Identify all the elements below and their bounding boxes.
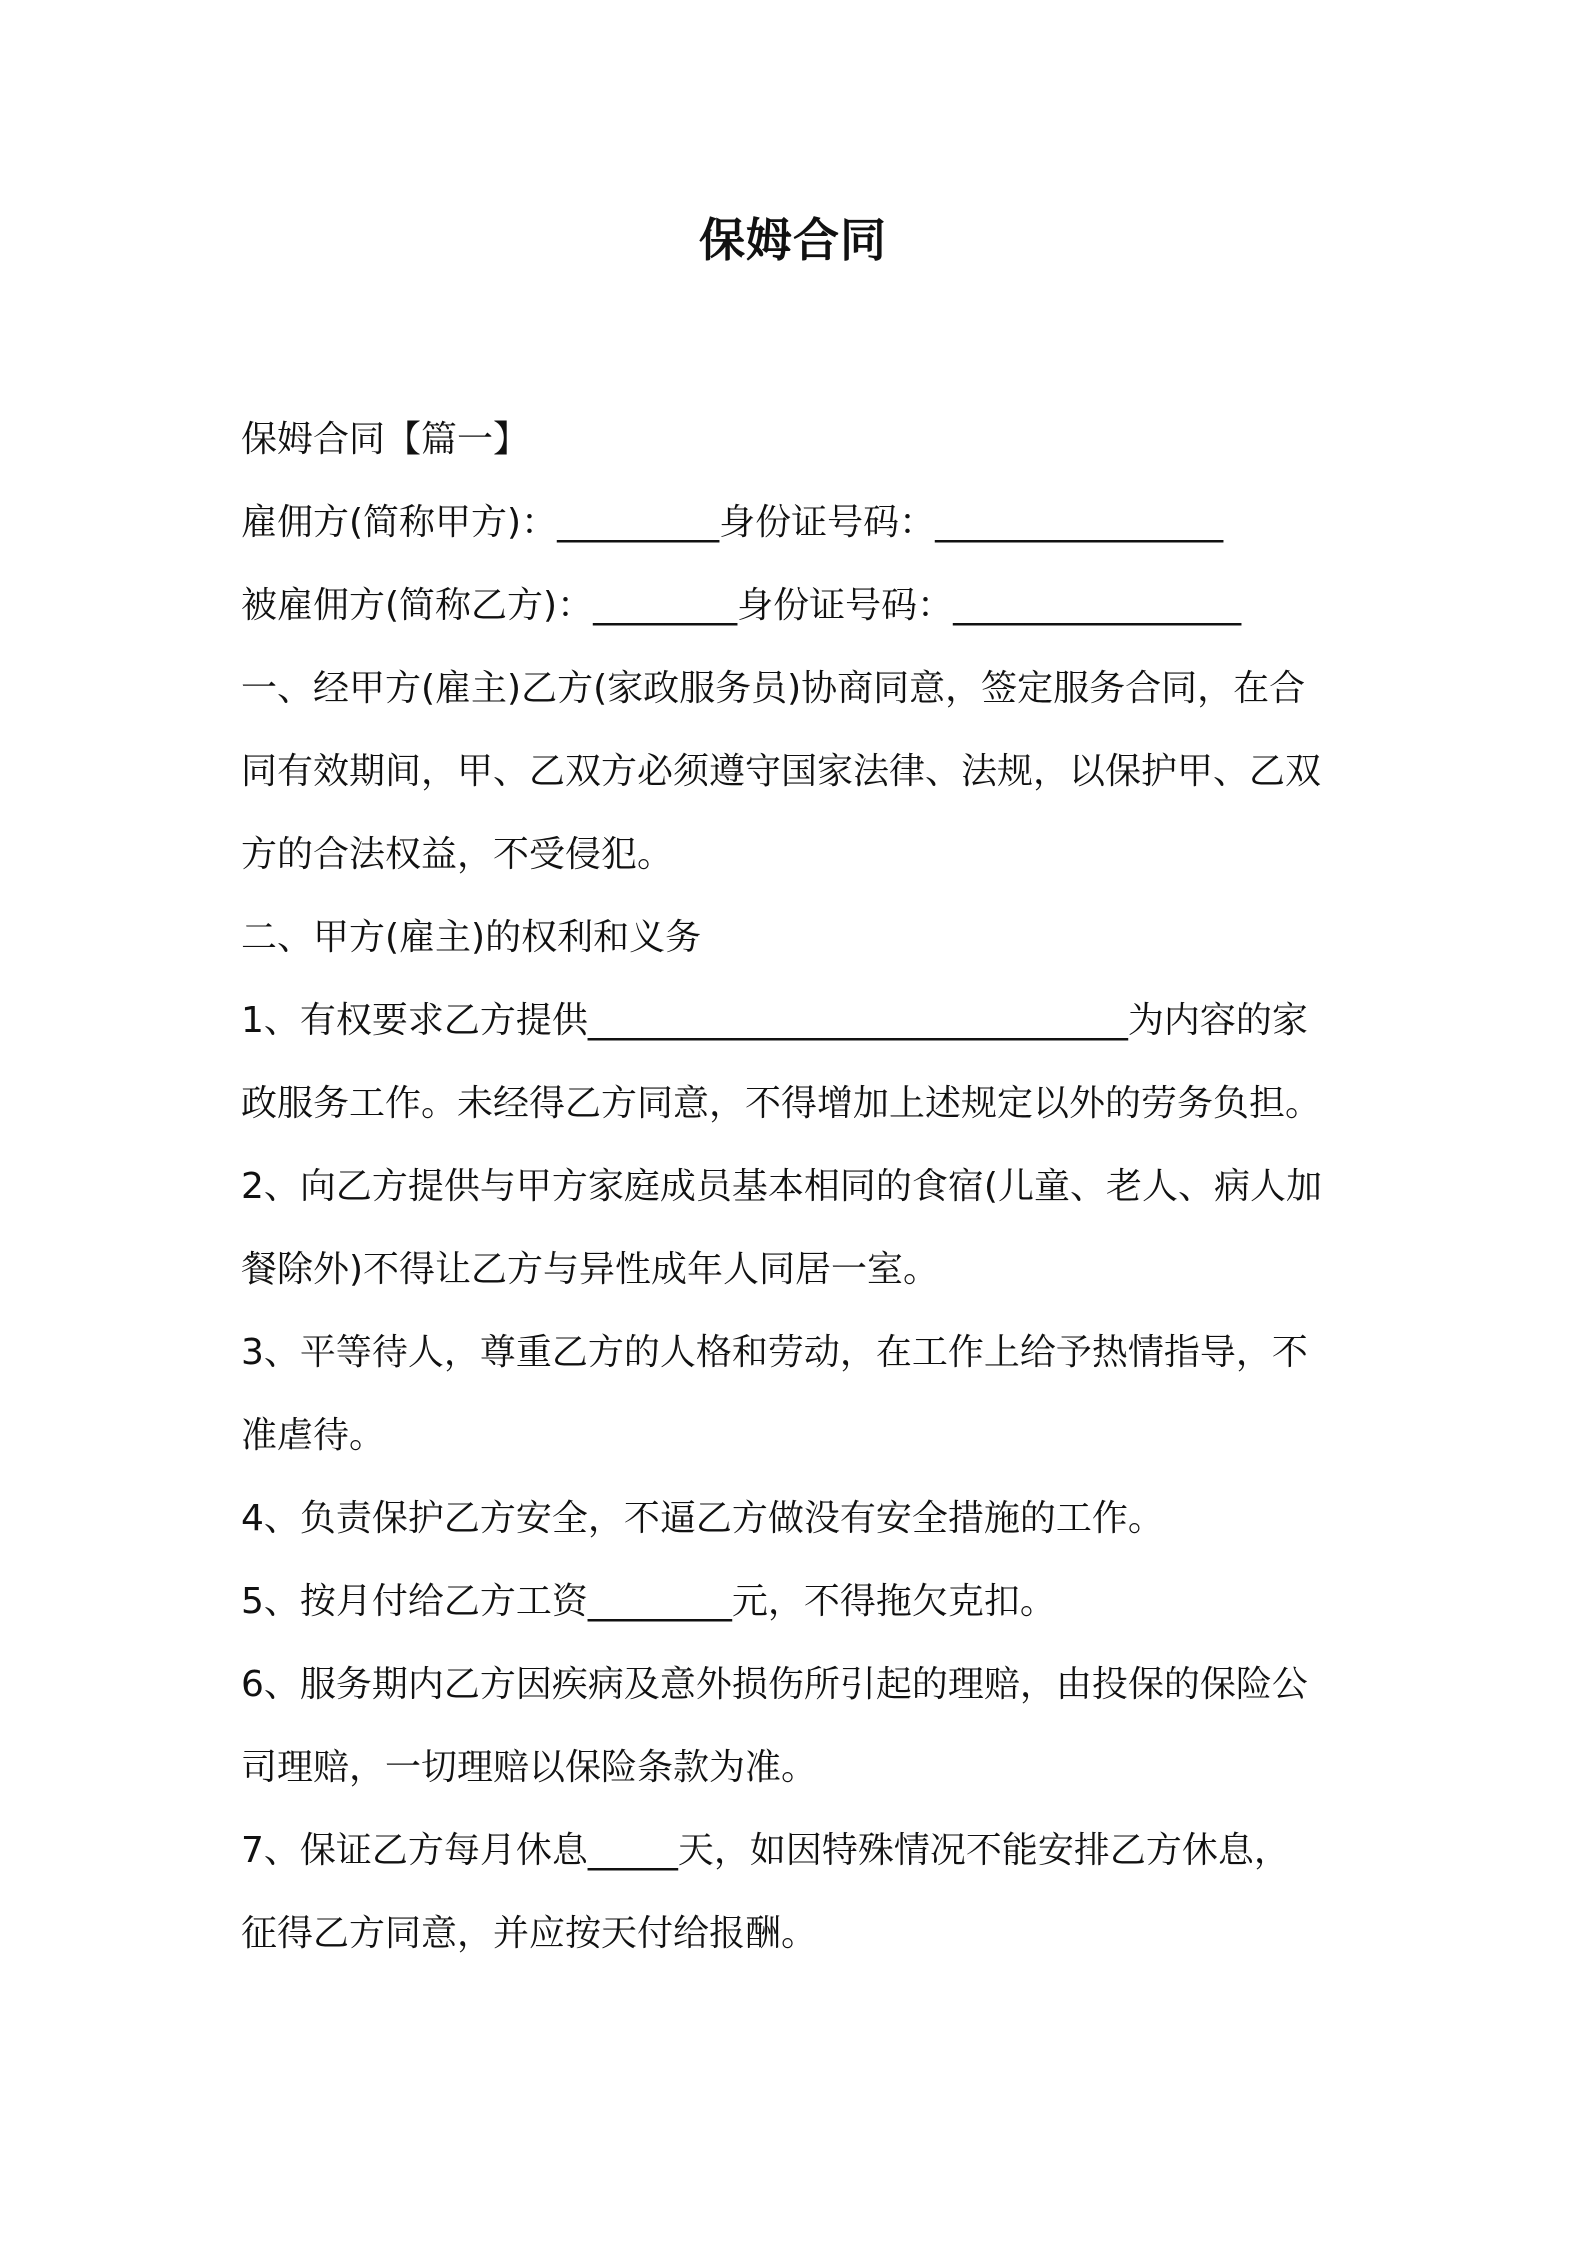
paragraph-line: 一、经甲方(雇主)乙方(家政服务员)协商同意，签定服务合同，在合 — [241, 668, 1306, 709]
paragraph-line: 1、有权要求乙方提供______________________________为内容的家 — [241, 1000, 1308, 1041]
paragraph-line: 司理赔，一切理赔以保险条款为准。 — [241, 1747, 818, 1788]
paragraph-line: 2、向乙方提供与甲方家庭成员基本相同的食宿(儿童、老人、病人加 — [241, 1166, 1322, 1207]
paragraph-line: 方的合法权益，不受侵犯。 — [241, 834, 674, 875]
employer-id-line: 雇佣方(简称甲方)：_________身份证号码：________________ — [241, 502, 1224, 543]
employee-id-line: 被雇佣方(简称乙方)：________身份证号码：________________ — [241, 585, 1242, 626]
clause-heading: 二、甲方(雇主)的权利和义务 — [241, 917, 702, 958]
paragraph-line: 6、服务期内乙方因疾病及意外损伤所引起的理赔，由投保的保险公 — [241, 1664, 1308, 1705]
paragraph-line: 4、负责保护乙方安全，不逼乙方做没有安全措施的工作。 — [241, 1498, 1164, 1539]
paragraph-line: 餐除外)不得让乙方与异性成年人同居一室。 — [241, 1249, 940, 1290]
document-body — [241, 398, 1356, 1975]
paragraph-line: 征得乙方同意，并应按天付给报酬。 — [241, 1913, 818, 1954]
paragraph-line: 同有效期间，甲、乙双方必须遵守国家法律、法规，以保护甲、乙双 — [241, 751, 1322, 792]
paragraph-line: 5、按月付给乙方工资________元，不得拖欠克扣。 — [241, 1581, 1056, 1622]
document-title: 保姆合同 — [699, 213, 887, 267]
paragraph-line: 3、平等待人，尊重乙方的人格和劳动，在工作上给予热情指导，不 — [241, 1332, 1308, 1373]
paragraph-line: 7、保证乙方每月休息_____天，如因特殊情况不能安排乙方休息， — [241, 1830, 1290, 1871]
section-heading: 保姆合同【篇一】 — [241, 419, 530, 460]
paragraph-line: 准虐待。 — [241, 1415, 386, 1456]
paragraph-line: 政服务工作。未经得乙方同意，不得增加上述规定以外的劳务负担。 — [241, 1083, 1322, 1124]
